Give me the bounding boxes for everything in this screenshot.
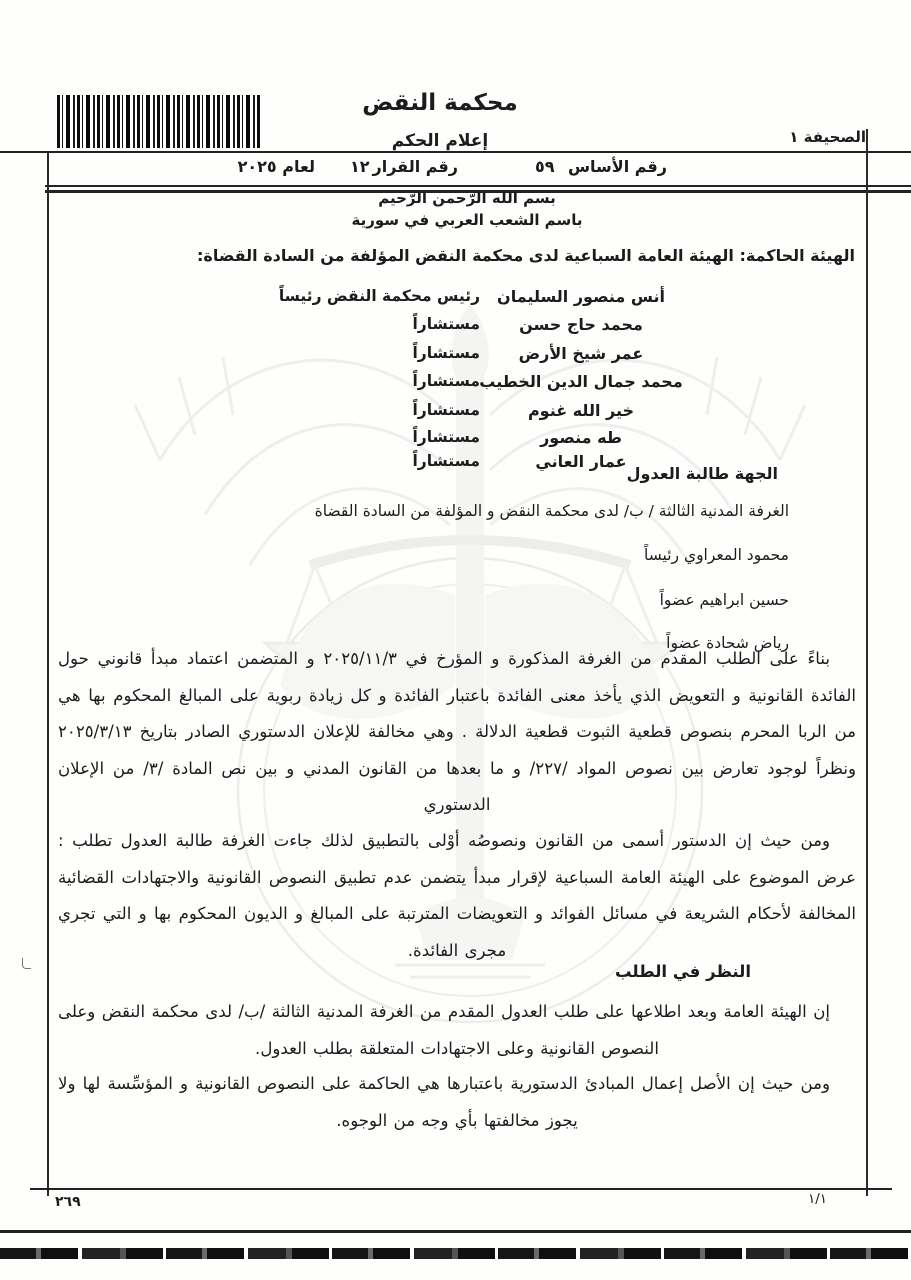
footer-rule xyxy=(30,1188,892,1190)
body-paragraph-principle: ومن حيث إن الأصل إعمال المبادئ الدستورية باعتبارها هي الحاكمة على النصوص القانونية و المؤسِّسة لها ولا يجوز مخالفتها بأي وجه من الوجوه. xyxy=(58,1074,830,1130)
judge-name: محمد جمال الدين الخطيب xyxy=(479,372,683,391)
header-rule-top xyxy=(0,151,911,153)
body-paragraph-review: إن الهيئة العامة وبعد اطلاعها على طلب العدول المقدم من الغرفة المدنية الثالثة /ب/ لدى محكمة النقض وعلى النصوص القانونية وعلى الاجتهادات المتعلقة بطلب العدول. xyxy=(58,1002,830,1058)
chamber-composition-line: الغرفة المدنية الثالثة / ب/ لدى محكمة النقض و المؤلفة من السادة القضاة xyxy=(314,502,789,520)
judge-role: مستشاراً xyxy=(412,315,480,333)
judge-role: مستشاراً xyxy=(412,372,480,390)
judge-role: مستشاراً xyxy=(412,428,480,446)
governing-body-line: الهيئة الحاكمة: الهيئة العامة السباعية لدى محكمة النقض المؤلفة من السادة القضاة: xyxy=(197,246,855,265)
header-rule-double-thin xyxy=(45,185,911,187)
judge-role: مستشاراً xyxy=(412,344,480,362)
judge-name: خير الله غنوم xyxy=(527,401,635,420)
case-basis-field xyxy=(535,157,667,176)
judge-name: محمد حاج حسن xyxy=(519,315,643,334)
document-type-label: إعلام الحكم xyxy=(391,131,489,151)
judge-name: طه منصور xyxy=(540,428,622,447)
sheet-number-label: الصحيفة ١ xyxy=(789,128,866,146)
chamber-member: محمود المعراوي رئيساً xyxy=(643,546,789,564)
year-label: لعام ٢٠٢٥ xyxy=(237,157,315,176)
chamber-member: حسين ابراهيم عضواً xyxy=(659,591,789,609)
frame-right-border xyxy=(866,129,868,1196)
requesting-party-heading: الجهة طالبة العدول xyxy=(626,464,778,483)
in-name-of-people-line: باسم الشعب العربي في سورية xyxy=(351,211,583,229)
decision-number-field xyxy=(350,157,458,176)
section-heading-consideration: النظر في الطلب xyxy=(614,962,751,981)
body-paragraph-grounds: ومن حيث إن الدستور أسمى من القانون ونصوصُه أوْلى بالتطبيق لذلك جاءت الغرفة طالبة العدول تطلب : عرض الموضوع على الهيئة العامة السباعية لإقرار مبدأ يتضمن عدم تطبيق النصوص القانونية والاجتهادات القضائية المخالفة لأحكام الشريعة في مسائل الفوائد و التعويضات المترتبة على المبالغ و الديون المحكوم بها و التي تجري مجرى الفائدة. xyxy=(58,831,856,960)
judge-role: رئيس محكمة النقض رئيساً xyxy=(278,287,480,305)
decision-number-label: رقم القرار xyxy=(372,157,458,176)
year-field xyxy=(205,157,315,176)
decision-number-value: ١٢ xyxy=(350,157,370,176)
case-basis-number: ٥٩ xyxy=(535,157,555,176)
court-title: محكمة النقض xyxy=(362,90,518,116)
body-paragraph-request: بناءً على الطلب المقدم من الغرفة المذكورة و المؤرخ في ٢٠٢٥/١١/٣ و المتضمن اعتماد مبدأ قانوني حول الفائدة القانونية و التعويض الذي يأخذ معنى الفائدة باعتبار الفائدة و كل زيادة ربوية على المبالغ المحكوم بها هي من الربا المحرم بنصوص قطعية الثبوت قطعية الدلالة . وهي مخالفة للإعلان الدستوري الصادر بتاريخ ٢٠٢٥/٣/١٣ ونظراً لوجود تعارض بين نصوص المواد /٢٢٧/ و ما بعدها من القانون المدني و بين نص المادة /٣/ من الإعلان الدستوري xyxy=(58,649,856,815)
judge-role: مستشاراً xyxy=(412,401,480,419)
scan-artifact-mark xyxy=(22,958,31,969)
bismillah-line: بسم الله الرّحمن الرّحيم xyxy=(378,189,556,207)
bottom-separator-rule xyxy=(0,1230,911,1233)
case-basis-label: رقم الأساس xyxy=(567,157,667,176)
bottom-barcode-edge xyxy=(0,1248,911,1259)
footer-serial-number: ٢٦٩ xyxy=(55,1194,81,1210)
footer-page-indicator: ١/١ xyxy=(808,1191,828,1207)
judge-name: أنس منصور السليمان xyxy=(497,287,665,306)
chamber-member: رياض شحادة عضواً xyxy=(666,634,789,652)
judge-name: عمار العاني xyxy=(535,452,627,471)
frame-left-border xyxy=(47,151,49,1196)
judge-name: عمر شيخ الأرض xyxy=(518,344,644,363)
judge-role: مستشاراً xyxy=(412,452,480,470)
